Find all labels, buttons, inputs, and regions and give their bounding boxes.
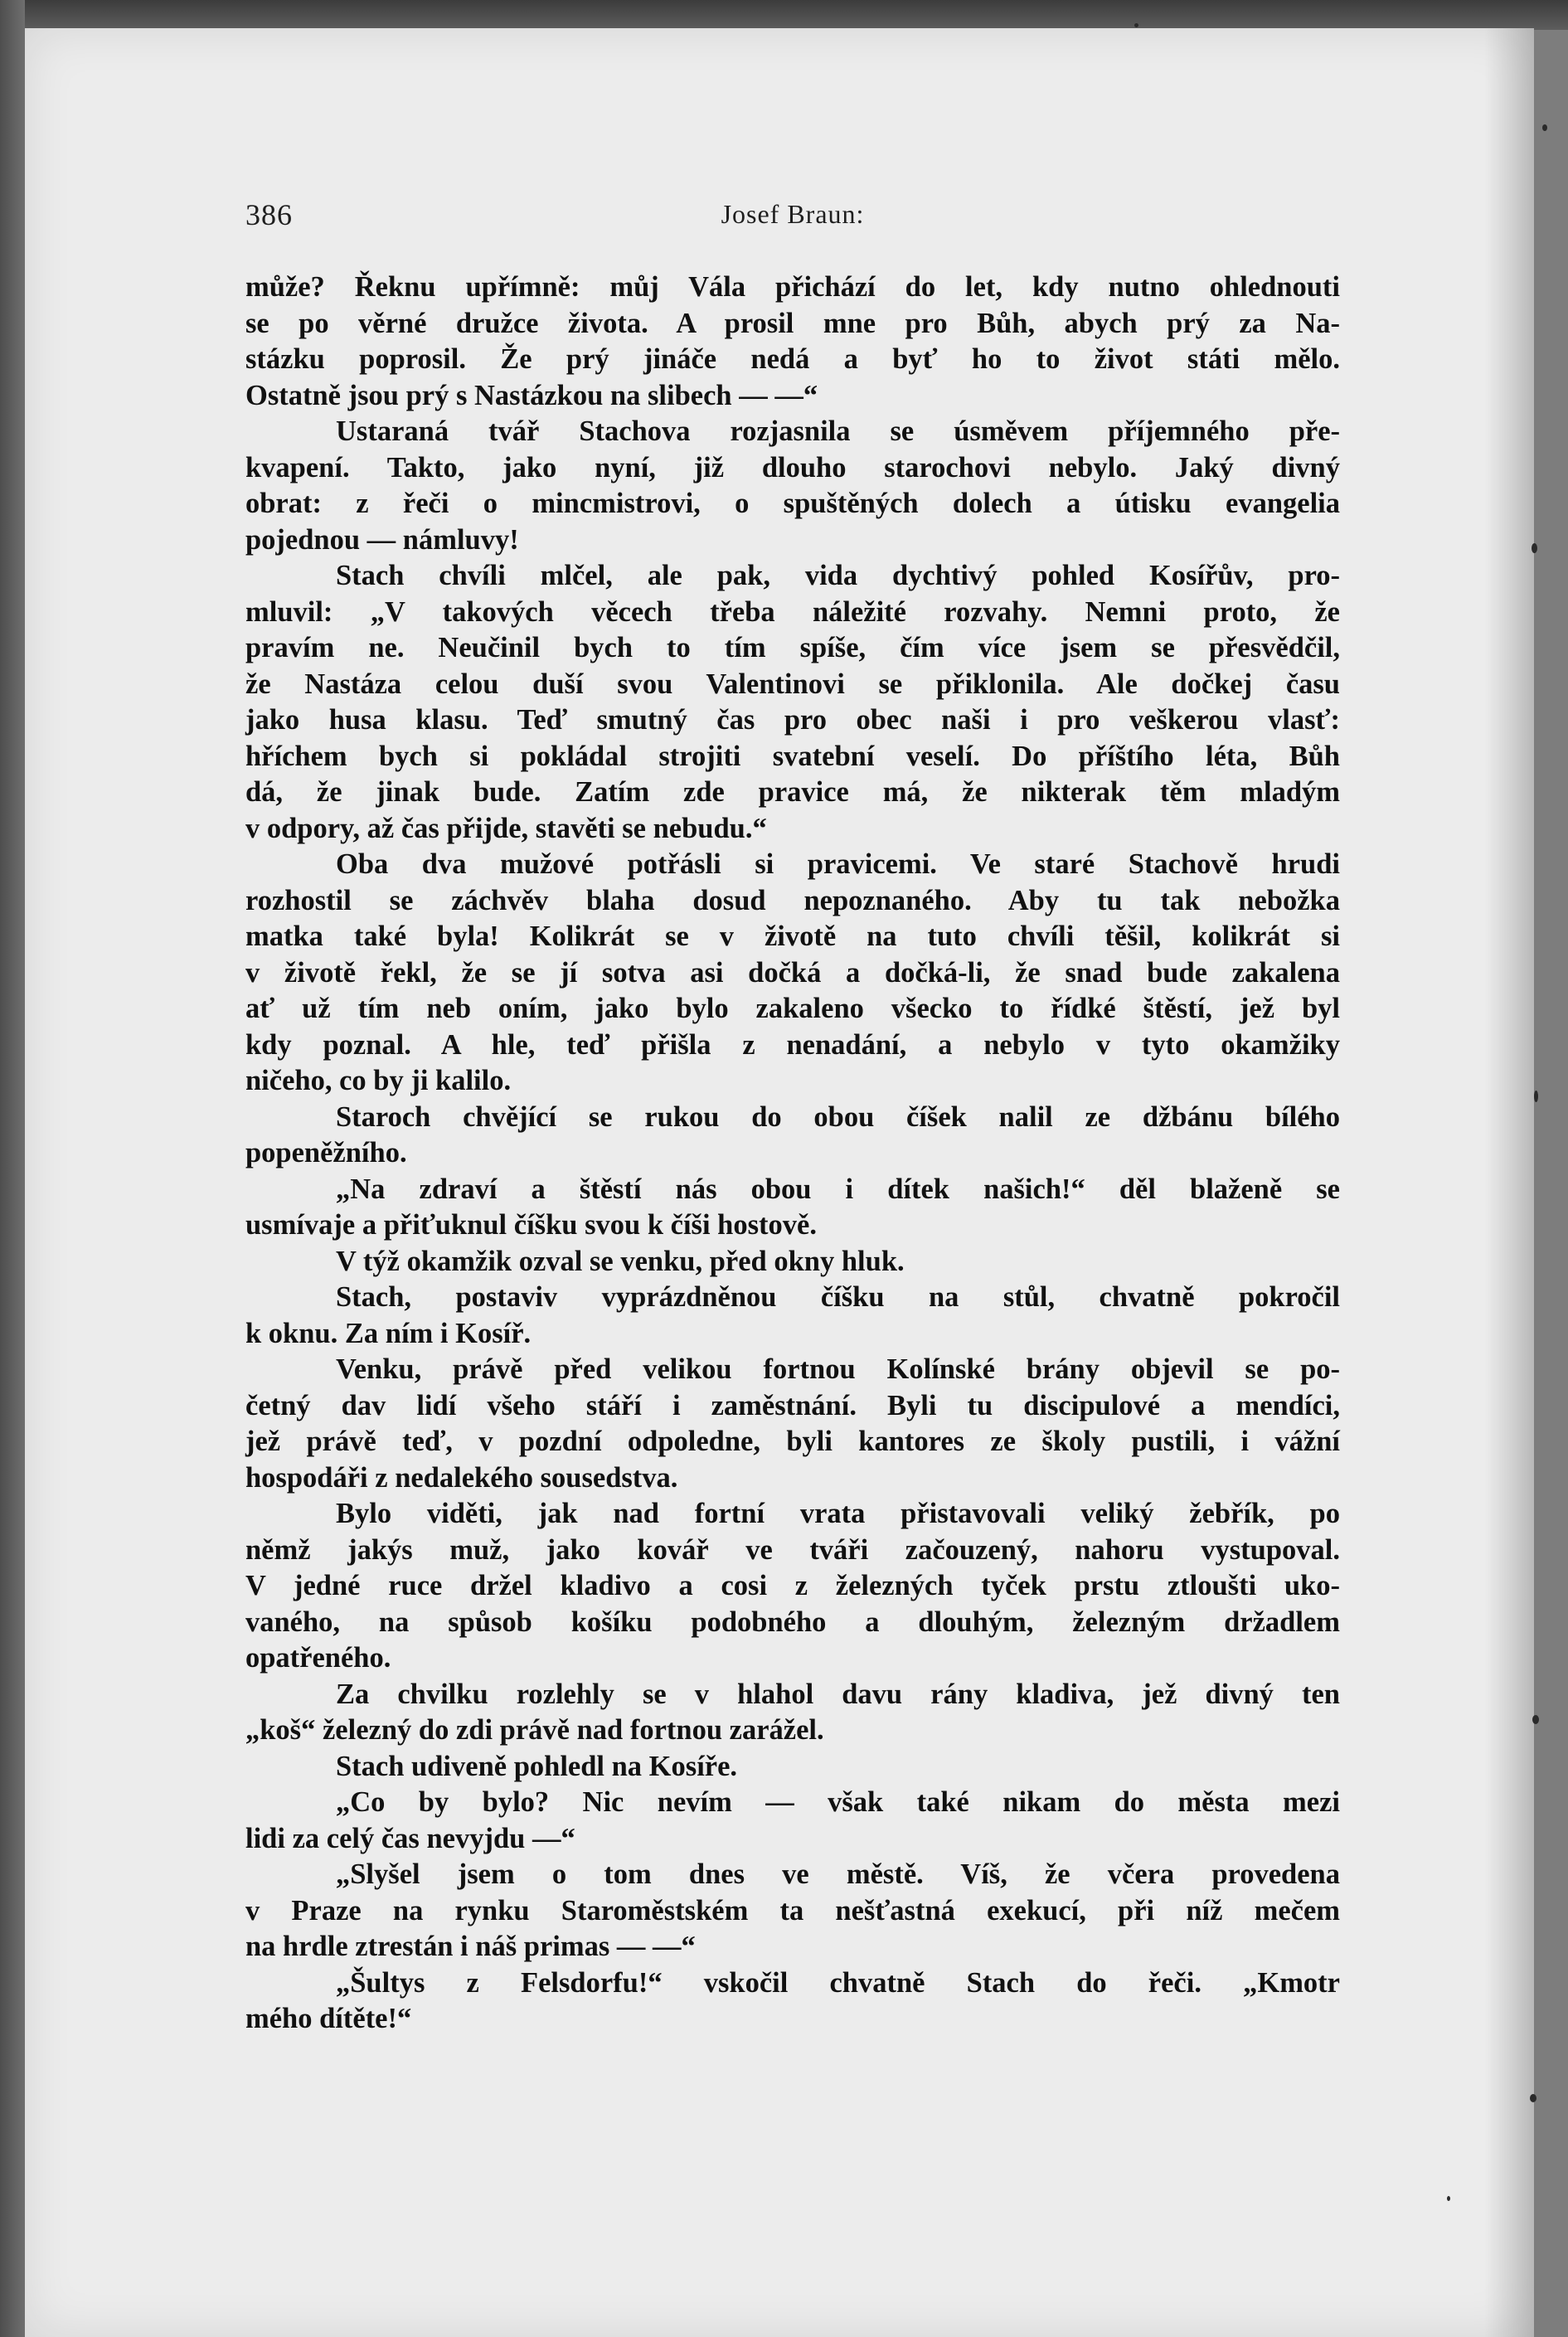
- text-line: pojednou — námluvy!: [245, 523, 519, 556]
- text-line: kdy poznal. A hle, teď přišla z nenadání, a nebylo v tyto okamžiky: [245, 1028, 1340, 1061]
- text-line: ničeho, co by ji kalilo.: [245, 1065, 512, 1096]
- text-line: „Šultys z Felsdorfu!“ vskočil chvatně Stach do řeči. „Kmotr: [336, 1966, 1340, 1999]
- text-line: mluvil: „V takových věcech třeba náležité rozvahy. Nemni proto, že: [245, 595, 1340, 628]
- text-line: se po věrné družce života. A prosil mne pro Bůh, abych prý za Na-: [245, 307, 1340, 339]
- text-line: „koš“ železný do zdi právě nad fortnou zarážel.: [245, 1714, 824, 1746]
- text-line: ať už tím neb oním, jako bylo zakaleno všecko to řídké štěstí, jež byl: [245, 993, 1340, 1024]
- text-line: Stach udiveně pohledl na Kosíře.: [336, 1750, 738, 1782]
- text-line: Venku, právě před velikou fortnou Kolínské brány objevil se po-: [336, 1353, 1340, 1385]
- text-line: němž jakýs muž, jako kovář ve tváři začouzený, nahoru vystupoval.: [245, 1533, 1340, 1566]
- text-line: hospodáři z nedalekého sousedstva.: [245, 1461, 678, 1494]
- text-line: četný dav lidí všeho stáří i zaměstnání. Byli tu discipulové a mendíci,: [245, 1389, 1340, 1421]
- text-line: pravím ne. Neučinil bych to tím spíše, čím více jsem se přesvědčil,: [245, 632, 1340, 663]
- text-line: hříchem bych si pokládal strojiti svatební veselí. Do příštího léta, Bůh: [245, 740, 1340, 772]
- text-line: v životě řekl, že se jí sotva asi dočká a dočká-li, že snad bude zakalena: [245, 956, 1340, 989]
- text-line: V jedné ruce držel kladivo a cosi z železných tyček prstu ztloušti uko-: [245, 1570, 1340, 1601]
- text-line: kvapení. Takto, jako nyní, již dlouho starochovi nebylo. Jaký divný: [245, 451, 1340, 483]
- binding-shadow: [1484, 28, 1534, 2337]
- running-head: [245, 197, 1340, 234]
- text-line: stázku poprosil. Že prý jináče nedá a byť ho to život státi mělo.: [245, 343, 1340, 375]
- text-line: vaného, na spůsob košíku podobného a dlouhým, železným držadlem: [245, 1606, 1340, 1638]
- text-line: Stach chvíli mlčel, ale pak, vida dychtivý pohled Kosířův, pro-: [336, 560, 1340, 591]
- text-line: Stach, postaviv vyprázdněnou číšku na stůl, chvatně pokročil: [336, 1281, 1340, 1313]
- text-line: že Nastáza celou duší svou Valentinovi se přiklonila. Ale dočkej času: [245, 668, 1340, 700]
- text-line: popeněžního.: [245, 1137, 407, 1168]
- text-line: Za chvilku rozlehly se v hlahol davu rány kladiva, jež divný ten: [336, 1678, 1340, 1710]
- margin-speck: [1532, 1715, 1539, 1724]
- scan-left-shadow: [0, 0, 25, 2337]
- text-line: „Co by bylo? Nic nevím — však také nikam do města mezi: [336, 1786, 1340, 1818]
- text-line: dá, že jinak bude. Zatím zde pravice má, že nikterak těm mladým: [245, 776, 1340, 808]
- text-line: Ostatně jsou prý s Nastázkou na slibech — —“: [245, 379, 818, 411]
- margin-speck: [1532, 543, 1537, 553]
- text-line: Bylo viděti, jak nad fortní vrata přistavovali veliký žebřík, po: [336, 1498, 1340, 1529]
- margin-speck: [1542, 124, 1547, 131]
- text-line: opatřeného.: [245, 1642, 391, 1674]
- page-number: 386: [245, 198, 293, 231]
- text-line: obrat: z řeči o mincmistrovi, o spuštěných dolech a útisku evangelia: [245, 488, 1340, 519]
- running-title: Josef Braun:: [721, 199, 865, 229]
- text-line: jež právě teď, v pozdní odpoledne, byli kantores ze školy pustili, i vážní: [245, 1426, 1340, 1457]
- text-line: v Praze na rynku Staroměstském ta nešťastná exekucí, při níž mečem: [245, 1894, 1340, 1926]
- margin-speck: [1134, 23, 1138, 27]
- text-line: na hrdle ztrestán i náš primas — —“: [245, 1931, 696, 1962]
- text-line: Oba dva mužové potřásli si pravicemi. Ve staré Stachově hrudi: [336, 848, 1340, 880]
- text-line: Ustaraná tvář Stachova rozjasnila se úsměvem příjemného pře-: [336, 415, 1340, 447]
- text-line: může? Řeknu upřímně: můj Vála přichází do let, kdy nutno ohlednouti: [245, 271, 1340, 303]
- scan-top-shadow: [0, 0, 1568, 30]
- text-line: V týž okamžik ozval se venku, před okny hluk.: [336, 1245, 905, 1277]
- text-line: „Slyšel jsem o tom dnes ve městě. Víš, že včera provedena: [336, 1858, 1340, 1890]
- text-line: mého dítěte!“: [245, 2003, 412, 2034]
- text-line: Staroch chvějící se rukou do obou číšek nalil ze džbánu bílého: [336, 1100, 1340, 1133]
- text-line: jako husa klasu. Teď smutný čas pro obec naši i pro veškerou vlasť:: [245, 704, 1340, 736]
- margin-speck: [1534, 1091, 1538, 1102]
- text-line: „Na zdraví a štěstí nás obou i dítek našich!“ děl blaženě se: [336, 1173, 1340, 1205]
- text-line: v odpory, až čas přijde, stavěti se nebudu.“: [245, 812, 767, 844]
- text-line: lidi za celý čas nevyjdu —“: [245, 1822, 575, 1854]
- margin-speck: [1530, 2094, 1536, 2102]
- margin-speck: [1447, 2196, 1450, 2201]
- text-line: k oknu. Za ním i Kosíř.: [245, 1317, 532, 1349]
- text-line: matka také byla! Kolikrát se v životě na tuto chvíli těšil, kolikrát si: [245, 921, 1340, 952]
- text-line: usmívaje a přiťuknul číšku svou k číši hostově.: [245, 1209, 817, 1241]
- body-text: [245, 270, 1340, 2038]
- text-line: rozhostil se záchvěv blaha dosud nepoznaného. Aby tu tak nebožka: [245, 884, 1340, 916]
